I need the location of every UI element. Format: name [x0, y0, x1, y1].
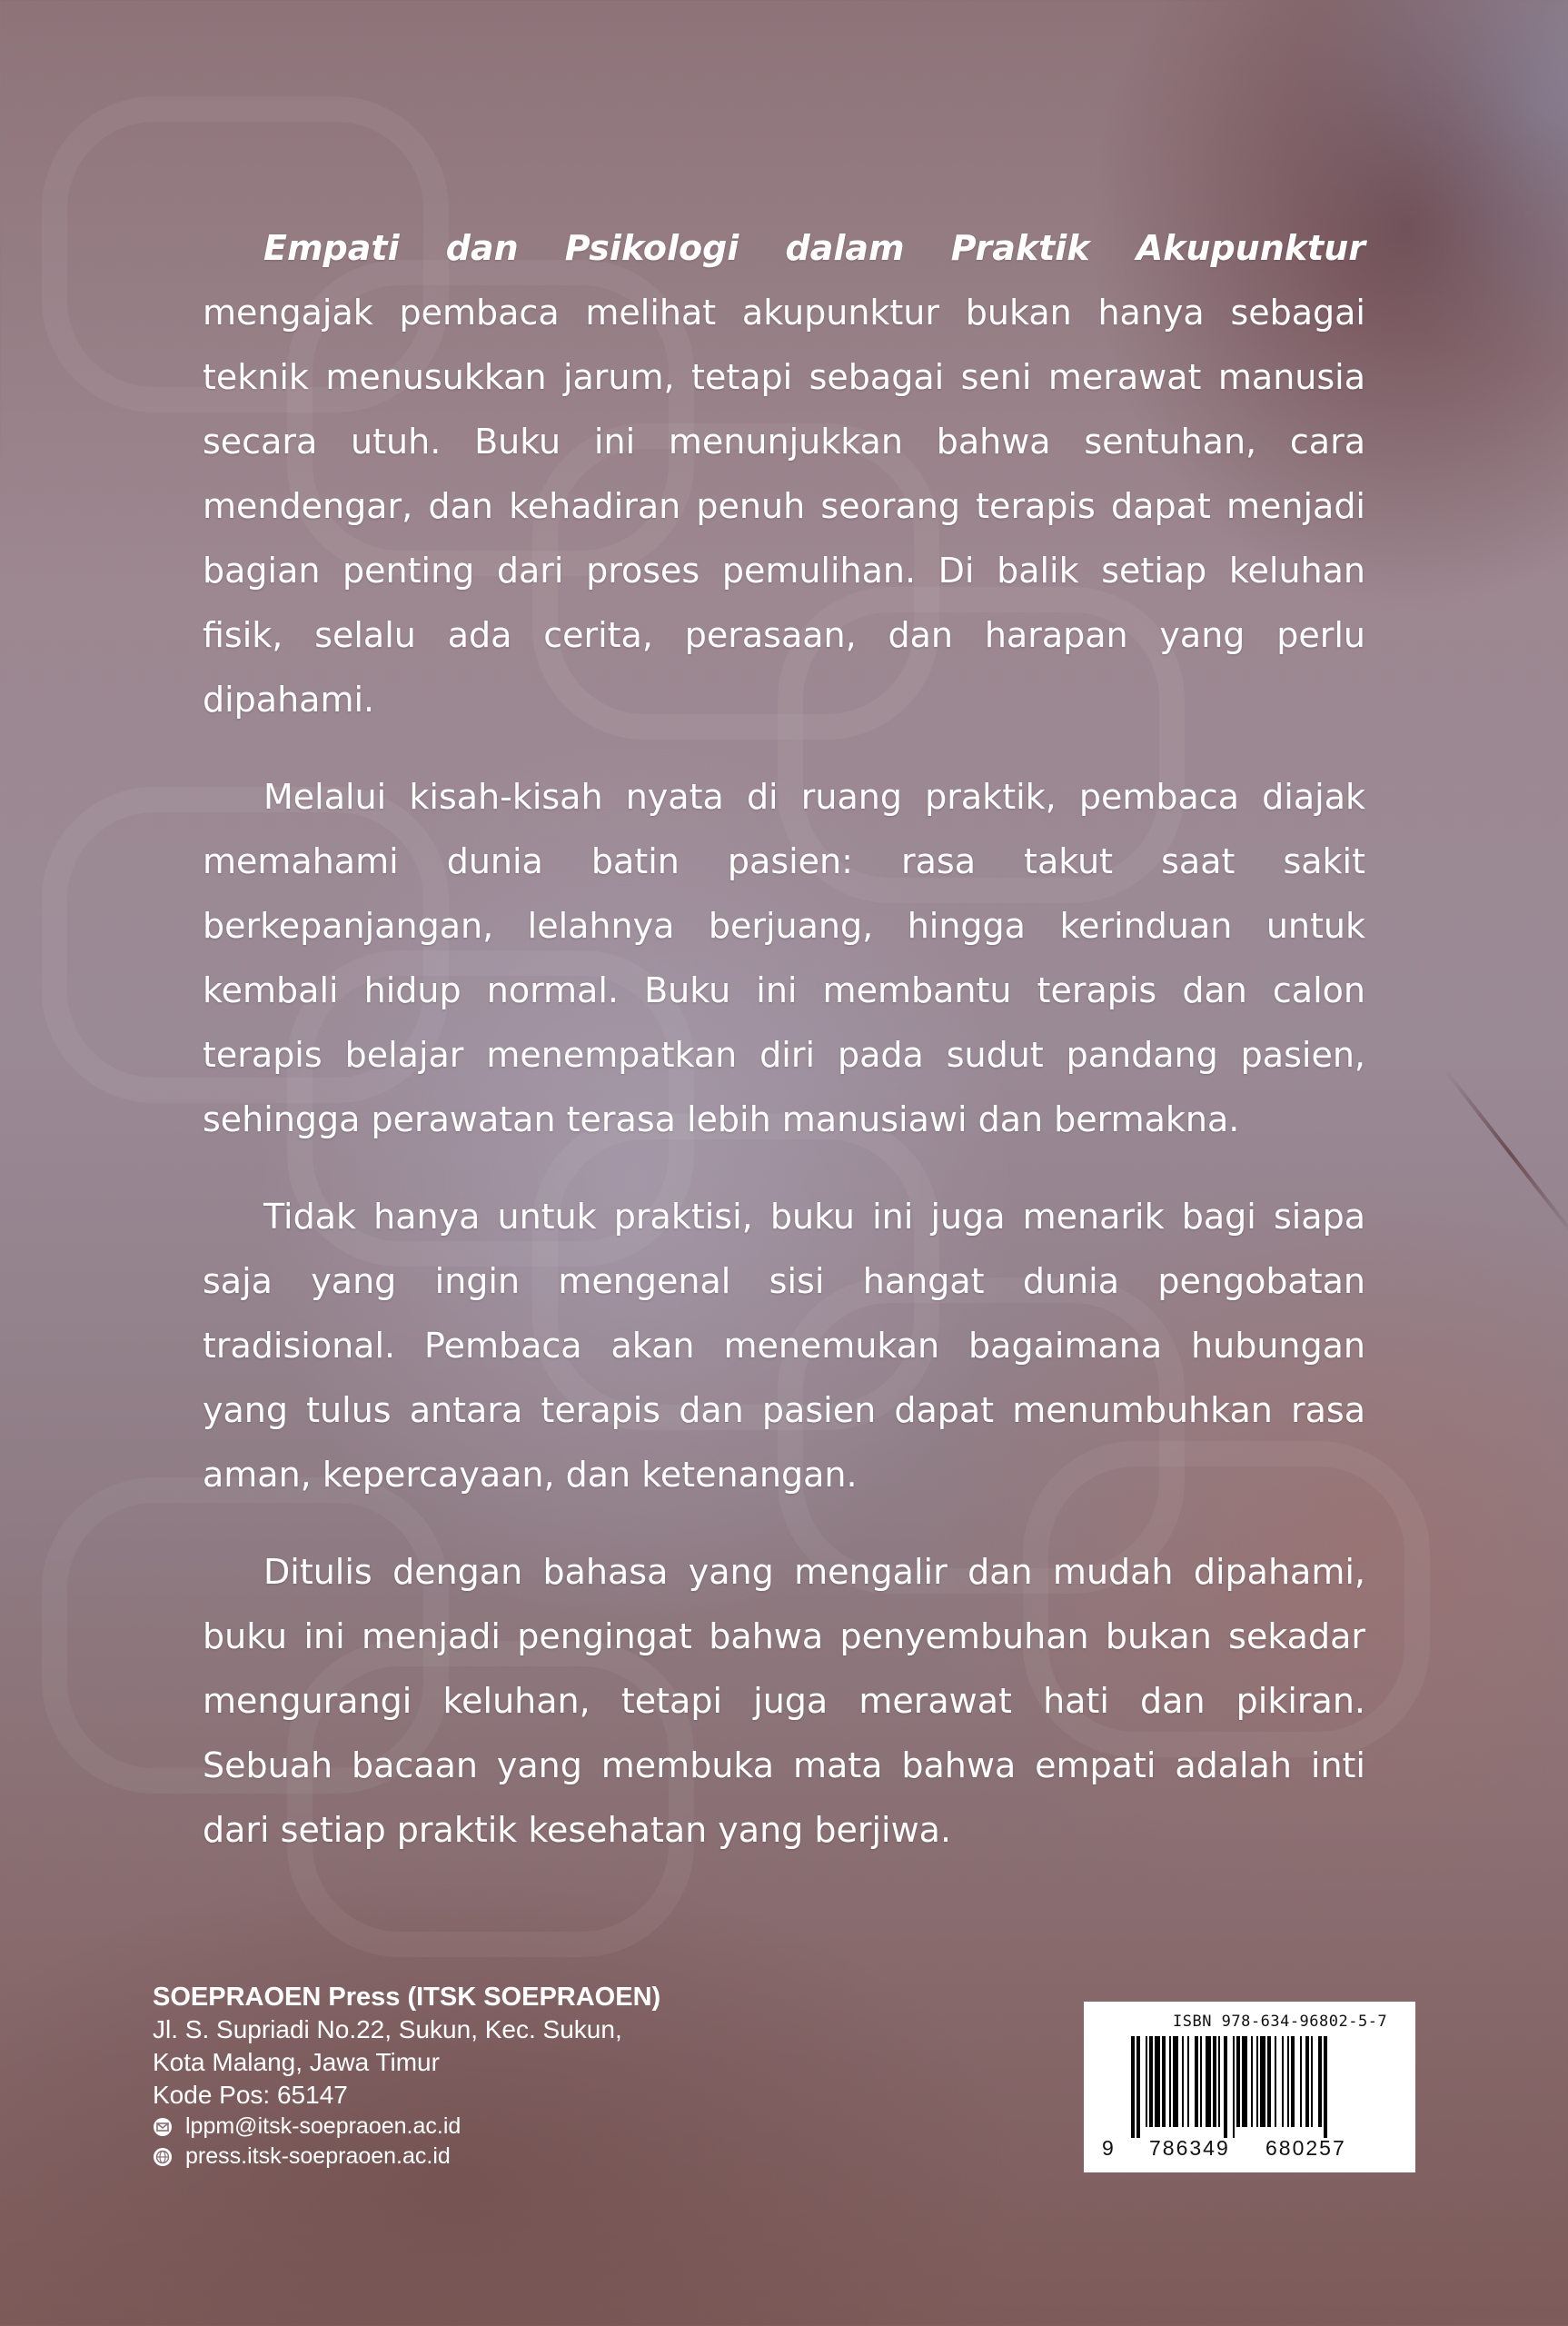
- barcode-bar: [1287, 2036, 1289, 2127]
- blurb-paragraph-3: Tidak hanya untuk praktisi, buku ini juga menarik bagi siapa saja yang ingin mengenal sisi hangat dunia pengobatan tradisional. Pembaca akan menemukan bagaimana hubungan yang tulus antara terapis dan pasien dapat menumbuhkan rasa aman, kepercayaan, dan ketenangan.: [203, 1197, 1365, 1495]
- barcode-bar: [1305, 2036, 1309, 2127]
- isbn-barcode: [1084, 2002, 1415, 2172]
- barcode-bar: [1242, 2036, 1247, 2127]
- barcode-bar: [1251, 2036, 1253, 2127]
- barcode-bar: [1218, 2036, 1220, 2127]
- publisher-website-row: [153, 2142, 660, 2172]
- barcode-bar: [1300, 2036, 1302, 2127]
- barcode-bar: [1282, 2036, 1284, 2127]
- back-cover-blurb: [203, 216, 1365, 1895]
- barcode-bar: [1187, 2036, 1189, 2127]
- publisher-postal-code: Kode Pos: 65147: [153, 2081, 348, 2109]
- barcode-bar: [1256, 2036, 1258, 2127]
- publisher-address-line1: Jl. S. Supriadi No.22, Sukun, Kec. Sukun,: [153, 2015, 622, 2043]
- publisher-email[interactable]: lppm@itsk-soepraoen.ac.id: [185, 2113, 461, 2139]
- blurb-paragraph-2: Melalui kisah-kisah nyata di ruang praktik, pembaca diajak memahami dunia batin pasien: rasa takut saat sakit berkepanjangan, lelahnya berjuang, hingga kerinduan untuk kembali hidup normal. Buku ini membantu terapis dan calon terapis belajar menempatkan diri pada sudut pandang pasien, sehingga perawatan terasa lebih manusiawi dan bermakna.: [203, 777, 1365, 1139]
- barcode-bar: [1182, 2036, 1184, 2127]
- publisher-email-row: [153, 2112, 660, 2142]
- barcode-bar: [1267, 2036, 1271, 2127]
- barcode-first-digit: 9: [1102, 2136, 1114, 2160]
- barcode-bar: [1213, 2036, 1216, 2127]
- barcode-bar: [1260, 2036, 1265, 2127]
- barcode-bar: [1275, 2036, 1276, 2127]
- barcode-bar: [1233, 2036, 1235, 2138]
- barcode-bar: [1224, 2036, 1227, 2138]
- barcode-bar: [1318, 2036, 1322, 2127]
- barcode-bars: [1131, 2036, 1371, 2147]
- isbn-label: ISBN 978-634-96802-5-7: [1173, 2013, 1388, 2031]
- barcode-bar: [1146, 2036, 1147, 2127]
- barcode-bar: [1131, 2036, 1135, 2138]
- barcode-bar: [1149, 2036, 1153, 2127]
- publisher-website[interactable]: press.itsk-soepraoen.ac.id: [185, 2143, 451, 2169]
- barcode-left-group: 786349: [1149, 2136, 1230, 2160]
- barcode-bar: [1155, 2036, 1160, 2127]
- barcode-bar: [1195, 2036, 1198, 2127]
- barcode-right-group: 680257: [1265, 2136, 1346, 2160]
- blurb-paragraph-1: [203, 216, 1365, 732]
- barcode-bar: [1173, 2036, 1178, 2127]
- barcode-bar: [1206, 2036, 1211, 2127]
- publisher-name: SOEPRAOEN Press (ITSK SOEPRAOEN): [153, 1983, 661, 2012]
- barcode-bar: [1162, 2036, 1166, 2127]
- barcode-bar: [1324, 2036, 1327, 2138]
- barcode-bar: [1200, 2036, 1202, 2127]
- envelope-icon: [153, 2117, 173, 2137]
- barcode-bar: [1136, 2036, 1140, 2138]
- publisher-info: [153, 1981, 660, 2172]
- globe-icon: [153, 2147, 173, 2167]
- blurb-paragraph-4: Ditulis dengan bahasa yang mengalir dan mudah dipahami, buku ini menjadi pengingat bahwa penyembuhan bukan sekadar mengurangi keluhan, tetapi juga merawat hati dan pikiran. Sebuah bacaan yang membuka mata bahwa empati adalah inti dari setiap praktik kesehatan yang berjiwa.: [203, 1552, 1365, 1850]
- barcode-bar: [1236, 2036, 1240, 2127]
- blurb-paragraph-1-text: mengajak pembaca melihat akupunktur bukan hanya sebagai teknik menusukkan jarum, tetapi sebagai seni merawat manusia secara utuh. Buku ini menunjukkan bahwa sentuhan, cara mendengar, dan kehadiran penuh seorang terapis dapat menjadi bagian penting dari proses pemulihan. Di balik setiap keluhan fisik, selalu ada cerita, perasaan, dan harapan yang perlu dipahami.: [203, 293, 1365, 720]
- book-title: Empati dan Psikologi dalam Praktik Akupunktur: [263, 228, 1365, 268]
- barcode-bar: [1311, 2036, 1313, 2127]
- publisher-address-line2: Kota Malang, Jawa Timur: [153, 2048, 440, 2076]
- barcode-bar: [1291, 2036, 1295, 2127]
- barcode-bar: [1169, 2036, 1171, 2127]
